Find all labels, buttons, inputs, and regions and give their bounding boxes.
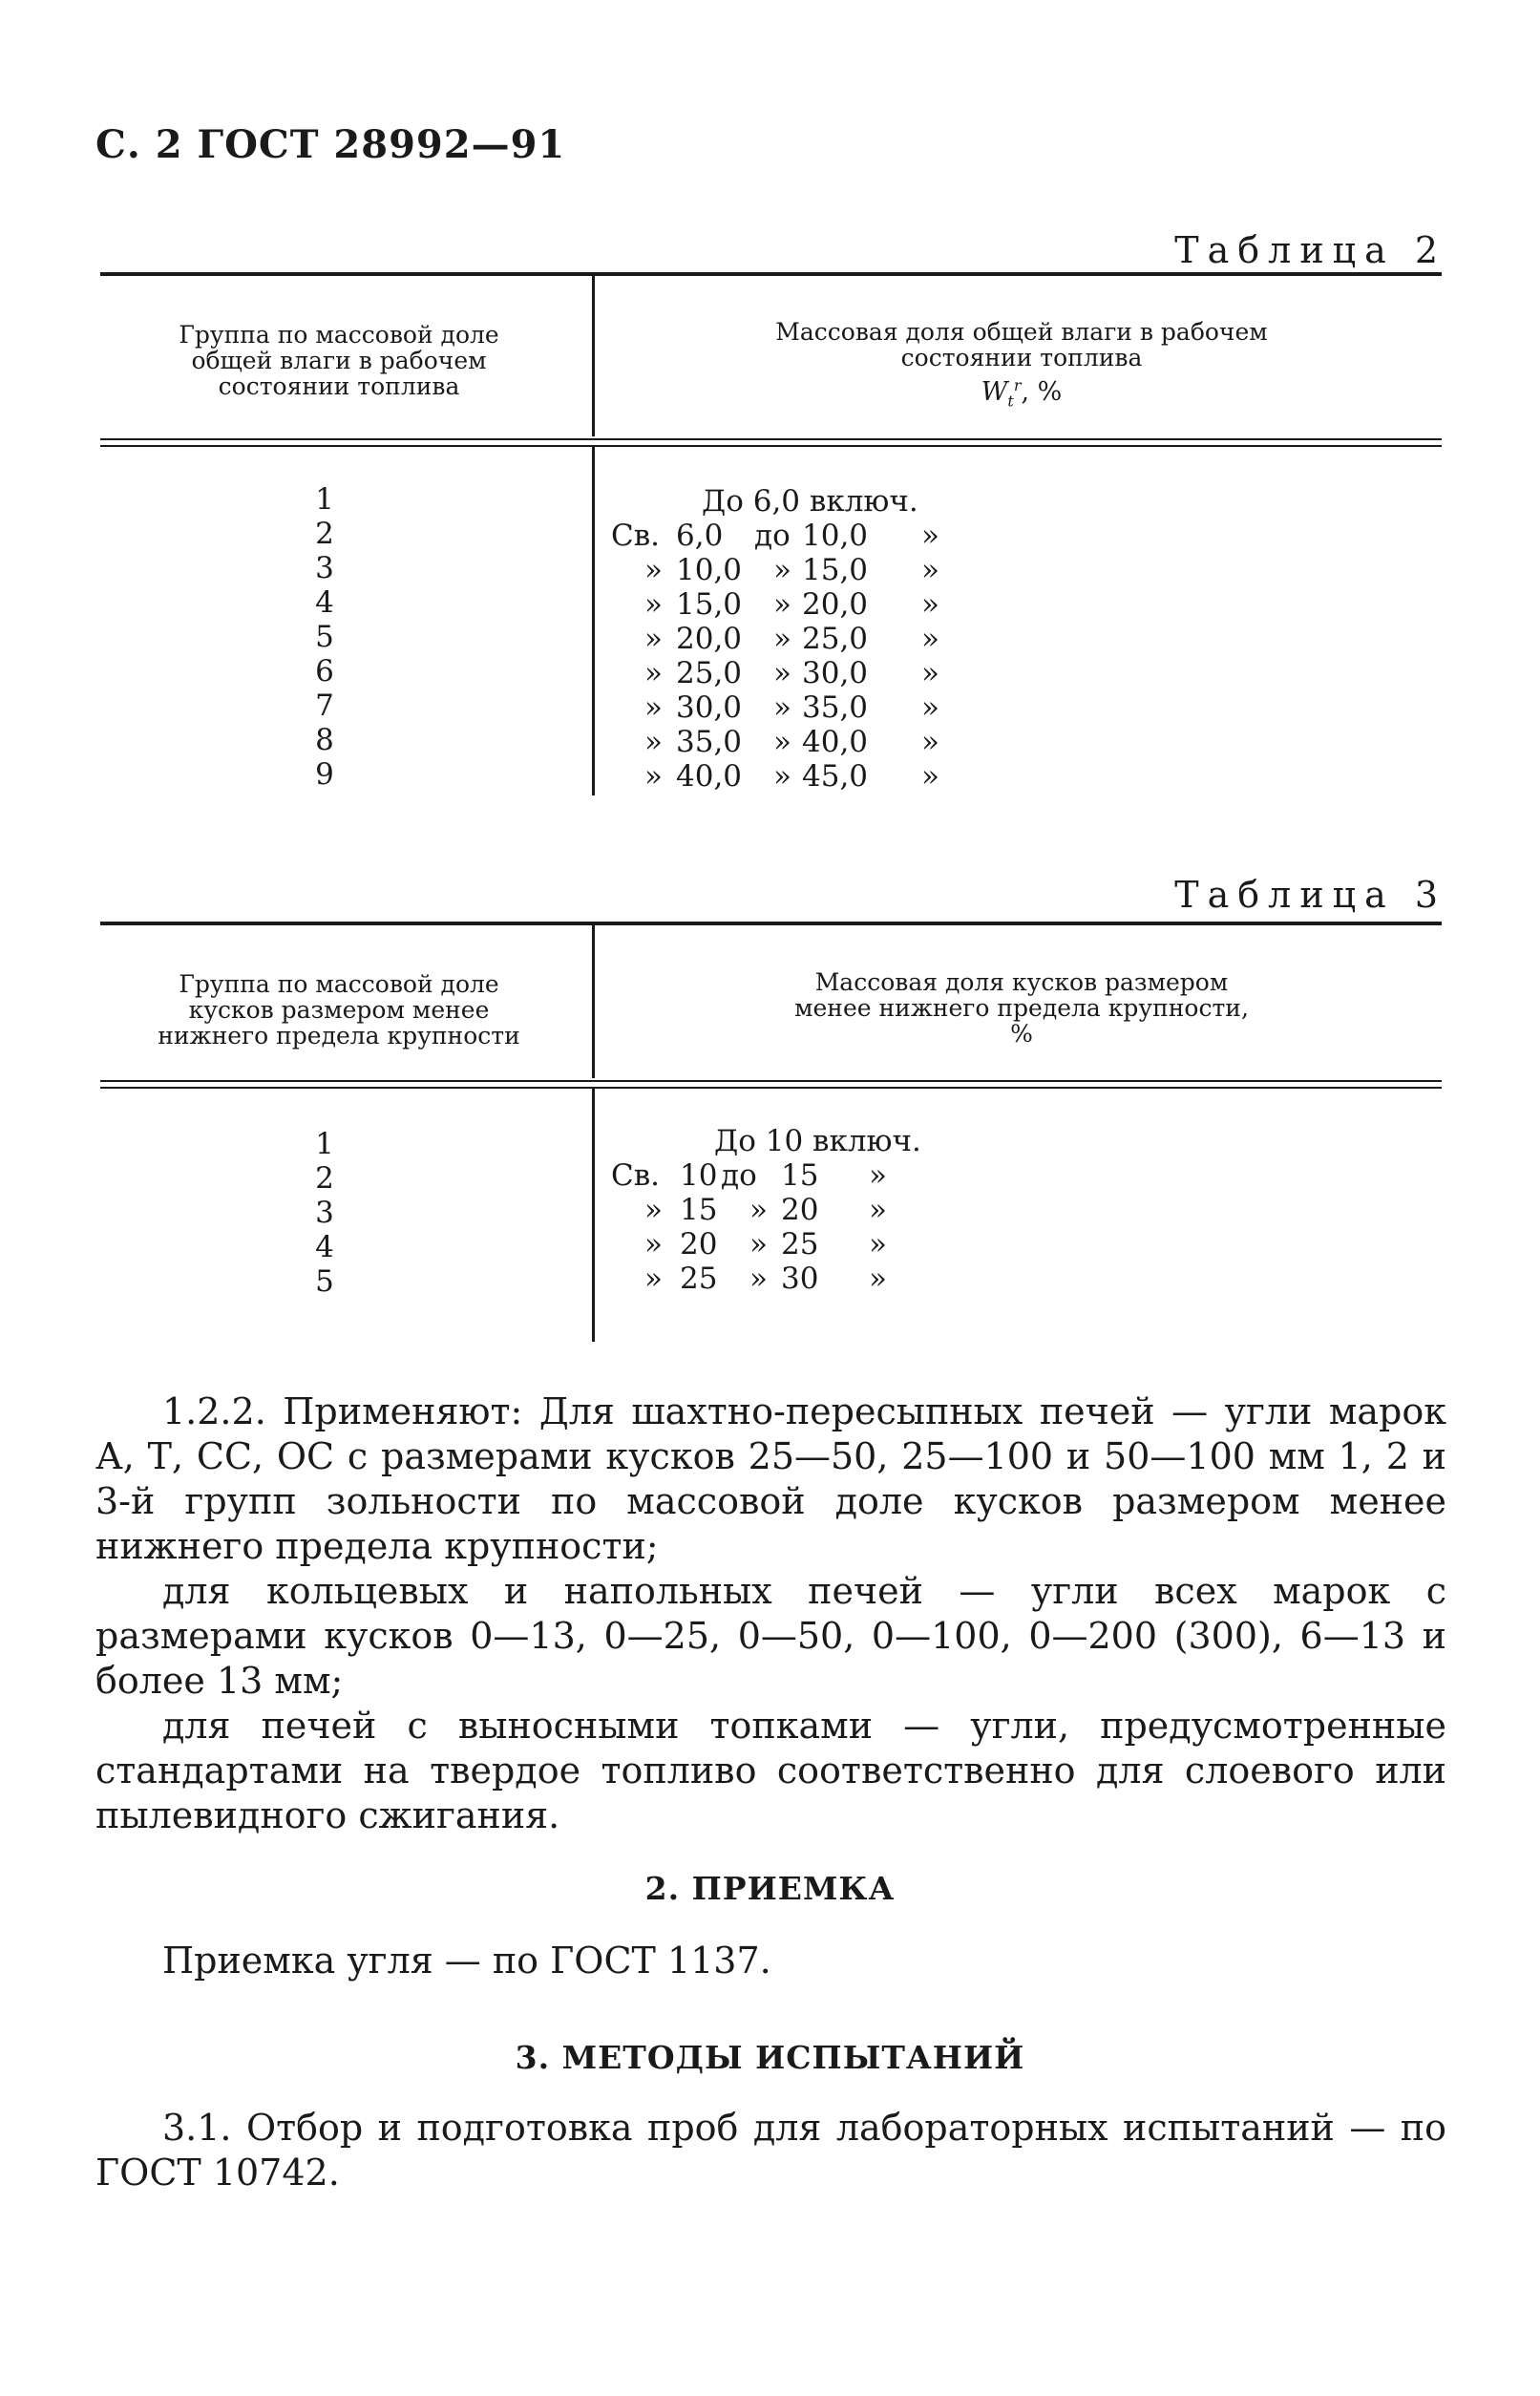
table3-group: 5 bbox=[315, 1264, 334, 1299]
table2-range-row: » 25,0 » 30,0 » bbox=[644, 656, 939, 690]
table3-range-row: » 25 » 30 » bbox=[644, 1262, 887, 1296]
table3-col2-header: Массовая доля кусков размером менее нижнего предела крупности, % bbox=[794, 968, 1249, 1048]
table3-range-column bbox=[611, 1124, 993, 1296]
table2-group: 8 bbox=[315, 723, 334, 757]
table2-first-range: До 6,0 включ. bbox=[702, 484, 918, 519]
table2-range-row: » 15,0 » 20,0 » bbox=[644, 587, 939, 622]
table2-range-column bbox=[611, 484, 993, 794]
table3-group: 2 bbox=[315, 1161, 334, 1196]
clause-1-2-2 bbox=[95, 1389, 1446, 1838]
table3-col1-header: Группа по массовой доле кусков размером менее нижнего предела крупности bbox=[158, 970, 520, 1050]
para-1-2-2: 1.2.2. Применяют: Для шахтно-пересыпных печей — угли марок А, Т, СС, ОС с размерами кусков 25—50, 25—100 и 50—100 мм 1, 2 и 3-й групп зольности по массовой доле кусков размером менее нижнего предела крупности; bbox=[95, 1390, 1446, 1567]
section3-title: 3. МЕТОДЫ ИСПЫТАНИЙ bbox=[515, 2039, 1025, 2076]
table3-group: 4 bbox=[315, 1230, 334, 1264]
table2-range-row: Св. 6,0 до 10,0 » bbox=[611, 519, 939, 553]
table2-group: 1 bbox=[315, 482, 334, 517]
table2-group: 2 bbox=[315, 517, 334, 551]
table3-body-divider bbox=[592, 1089, 595, 1342]
table3-group: 3 bbox=[315, 1196, 334, 1230]
table2-col1-header: Группа по массовой доле общей влаги в рабочем состоянии топлива bbox=[179, 321, 499, 400]
table2-group: 7 bbox=[315, 689, 334, 723]
table3-group: 1 bbox=[315, 1127, 334, 1161]
table3-caption: Таблица 3 bbox=[1174, 874, 1446, 916]
table2-header-rule-a bbox=[100, 438, 1442, 440]
table3-header-rule-a bbox=[100, 1080, 1442, 1082]
table2-group: 3 bbox=[315, 551, 334, 585]
moisture-symbol: $W_t^r$, % bbox=[981, 376, 1063, 411]
table2-header-rule-b bbox=[100, 445, 1442, 447]
table2-range-row: » 40,0 » 45,0 » bbox=[644, 759, 939, 794]
table3-top-rule bbox=[100, 922, 1442, 925]
table2-range-row: » 30,0 » 35,0 » bbox=[644, 690, 939, 725]
section3-body bbox=[95, 2106, 1446, 2195]
section2-text: Приемка угля — по ГОСТ 1137. bbox=[162, 1940, 771, 1982]
table2-group: 9 bbox=[315, 757, 334, 792]
table3-range-row: » 20 » 25 » bbox=[644, 1227, 887, 1262]
section2-body bbox=[95, 1939, 1446, 1983]
table2-group: 5 bbox=[315, 620, 334, 654]
table2-col2-header: Массовая доля общей влаги в рабочем состоянии топлива $W_t^r$, % bbox=[621, 319, 1423, 413]
table2-body-divider bbox=[592, 447, 595, 795]
para-remote-furnaces: для печей с выносными топками — угли, предусмотренные стандартами на твердое топливо соответственно для слоевого или пылевидного сжигания. bbox=[95, 1705, 1446, 1836]
table3-range-row: » 15 » 20 » bbox=[644, 1193, 887, 1227]
table2-group-column bbox=[286, 482, 363, 792]
table2-caption: Таблица 2 bbox=[1174, 229, 1446, 271]
table3-header-divider bbox=[592, 925, 595, 1078]
table2-range-row: » 20,0 » 25,0 » bbox=[644, 622, 939, 656]
table2-range-row: » 10,0 » 15,0 » bbox=[644, 553, 939, 587]
page-header: С. 2 ГОСТ 28992—91 bbox=[95, 122, 566, 167]
table3-range-row: Св. 10 до 15 » bbox=[611, 1158, 887, 1193]
table2-top-rule bbox=[100, 272, 1442, 276]
table3-group-column bbox=[286, 1127, 363, 1299]
section2-title: 2. ПРИЕМКА bbox=[644, 1870, 896, 1907]
para-ring-furnaces: для кольцевых и напольных печей — угли всех марок с размерами кусков 0—13, 0—25, 0—50, 0—100, 0—200 (300), 6—13 и более 13 мм; bbox=[95, 1570, 1446, 1702]
section3-text: 3.1. Отбор и подготовка проб для лабораторных испытаний — по ГОСТ 10742. bbox=[95, 2107, 1446, 2194]
table3-first-range: До 10 включ. bbox=[714, 1124, 921, 1158]
table3-header-rule-b bbox=[100, 1087, 1442, 1089]
table2-range-row: » 35,0 » 40,0 » bbox=[644, 725, 939, 759]
table2-group: 4 bbox=[315, 585, 334, 620]
table2-group: 6 bbox=[315, 654, 334, 689]
table2-header-divider bbox=[592, 276, 595, 436]
